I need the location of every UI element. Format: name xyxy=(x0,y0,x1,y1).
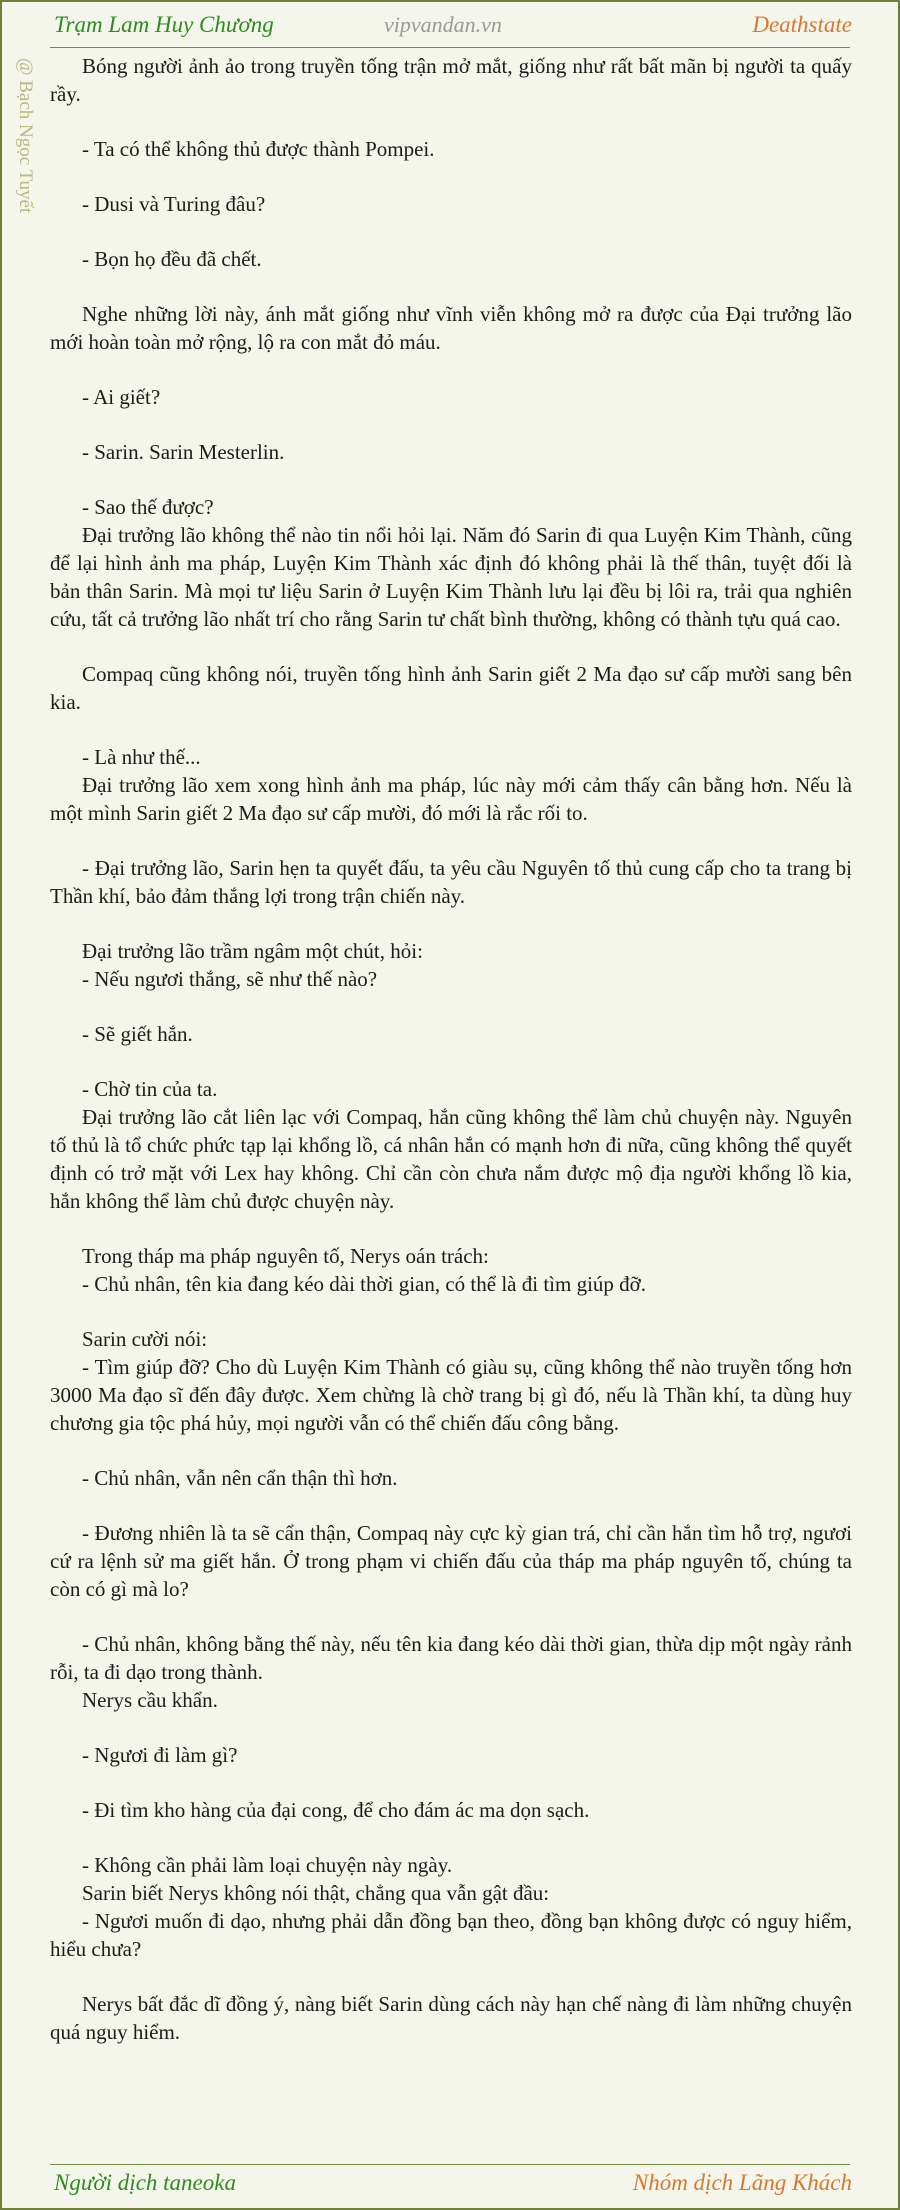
header-domain: vipvandan.vn xyxy=(384,12,502,37)
paragraph: - Là như thế... xyxy=(82,745,201,769)
paragraph: - Ngươi đi làm gì? xyxy=(82,1743,238,1767)
paragraph: Đại trưởng lão cắt liên lạc với Compaq, hắn cũng không thể làm chủ chuyện này. Nguyên tố thủ là tổ chức phức tạp lại khổng lồ, cá nhân hắn có mạnh hơn đi nữa, cũng không thể quyết định có trở mặt với Lex hay không. Chỉ cần còn chưa nắm được mộ địa người khổng lồ kia, hắn không thể làm chủ được chuyện này. xyxy=(50,1105,852,1213)
paragraph: - Dusi và Turing đâu? xyxy=(82,192,266,216)
paragraph: Nerys cầu khẩn. xyxy=(82,1688,218,1712)
paragraph: - Chủ nhân, không bằng thế này, nếu tên kia đang kéo dài thời gian, thừa dịp một ngày rảnh rỗi, ta đi dạo trong thành. xyxy=(50,1632,852,1684)
header-book-title: Deathstate xyxy=(752,12,852,37)
paragraph: - Chủ nhân, vẫn nên cẩn thận thì hơn. xyxy=(82,1466,398,1490)
paragraph: Sarin biết Nerys không nói thật, chẳng qua vẫn gật đầu: xyxy=(82,1881,550,1905)
paragraph: - Đi tìm kho hàng của đại cong, để cho đám ác ma dọn sạch. xyxy=(82,1798,590,1822)
paragraph: Đại trưởng lão không thể nào tin nổi hỏi lại. Năm đó Sarin đi qua Luyện Kim Thành, cũng để lại hình ảnh ma pháp, Luyện Kim Thành xác định đó không phải là thế thân, tuyệt đối là bản thân Sarin. Mà mọi tư liệu Sarin ở Luyện Kim Thành lưu lại đều bị lôi ra, trải qua nghiên cứu, tất cả trưởng lão nhất trí cho rằng Sarin tư chất bình thường, không có thành tựu quá cao. xyxy=(50,523,852,631)
paragraph: - Chủ nhân, tên kia đang kéo dài thời gian, có thể là đi tìm giúp đỡ. xyxy=(82,1272,647,1296)
paragraph: - Bọn họ đều đã chết. xyxy=(82,247,262,271)
side-watermark xyxy=(4,58,44,268)
footer-group: Nhóm dịch Lãng Khách xyxy=(632,2170,852,2195)
page-header xyxy=(2,2,898,46)
paragraph: Đại trưởng lão trầm ngâm một chút, hỏi: xyxy=(82,939,423,963)
header-site-title: Trạm Lam Huy Chương xyxy=(54,12,274,37)
paragraph: Đại trưởng lão xem xong hình ảnh ma pháp, lúc này mới cảm thấy cân bằng hơn. Nếu là một mình Sarin giết 2 Ma đạo sư cấp mười, đó mới là rắc rối to. xyxy=(50,773,852,825)
paragraph: - Ai giết? xyxy=(82,385,161,409)
paragraph: - Sẽ giết hắn. xyxy=(82,1022,193,1046)
header-divider xyxy=(50,47,850,48)
paragraph: - Đương nhiên là ta sẽ cẩn thận, Compaq này cực kỳ gian trá, chỉ cần hắn tìm hỗ trợ, ngươi cứ ra lệnh sử ma giết hắn. Ở trong phạm vi chiến đấu của tháp ma pháp nguyên tố, chúng ta còn có gì mà lo? xyxy=(50,1521,852,1601)
paragraph: Bóng người ảnh ảo trong truyền tống trận mở mắt, giống như rất bất mãn bị người ta quấy rầy. xyxy=(50,54,852,106)
story-text xyxy=(50,52,852,2046)
paragraph: Trong tháp ma pháp nguyên tố, Nerys oán trách: xyxy=(82,1244,489,1268)
paragraph: Nerys bất đắc dĩ đồng ý, nàng biết Sarin dùng cách này hạn chế nàng đi làm những chuyện quá nguy hiểm. xyxy=(50,1992,852,2044)
footer-divider xyxy=(50,2164,850,2165)
paragraph: - Sarin. Sarin Mesterlin. xyxy=(82,440,285,464)
side-watermark-text: @ Bạch Ngọc Tuyết xyxy=(15,58,36,214)
paragraph: - Chờ tin của ta. xyxy=(82,1077,218,1101)
paragraph: Sarin cười nói: xyxy=(82,1327,208,1351)
paragraph: - Nếu ngươi thắng, sẽ như thế nào? xyxy=(82,967,378,991)
paragraph: - Ngươi muốn đi dạo, nhưng phải dẫn đồng bạn theo, đồng bạn không được có nguy hiểm, hiểu chưa? xyxy=(50,1909,852,1961)
paragraph: - Đại trưởng lão, Sarin hẹn ta quyết đấu, ta yêu cầu Nguyên tố thủ cung cấp cho ta trang bị Thần khí, bảo đảm thắng lợi trong trận chiến này. xyxy=(50,856,852,908)
paragraph: - Tìm giúp đỡ? Cho dù Luyện Kim Thành có giàu sụ, cũng không thể nào truyền tống hơn 3000 Ma đạo sĩ đến đây được. Xem chừng là chờ trang bị gì đó, nếu là Thần khí, ta dùng huy chương gia tộc phá hủy, mọi người vẫn có thể chiến đấu công bằng. xyxy=(50,1355,852,1435)
paragraph: Compaq cũng không nói, truyền tống hình ảnh Sarin giết 2 Ma đạo sư cấp mười sang bên kia. xyxy=(50,662,852,714)
footer-translator: Người dịch taneoka xyxy=(54,2170,236,2195)
paragraph: Nghe những lời này, ánh mắt giống như vĩnh viễn không mở ra được của Đại trưởng lão mới hoàn toàn mở rộng, lộ ra con mắt đỏ máu. xyxy=(50,302,852,354)
paragraph: - Ta có thể không thủ được thành Pompei. xyxy=(82,137,435,161)
paragraph: - Sao thế được? xyxy=(82,495,214,519)
paragraph: - Không cần phải làm loại chuyện này ngày. xyxy=(82,1853,453,1877)
